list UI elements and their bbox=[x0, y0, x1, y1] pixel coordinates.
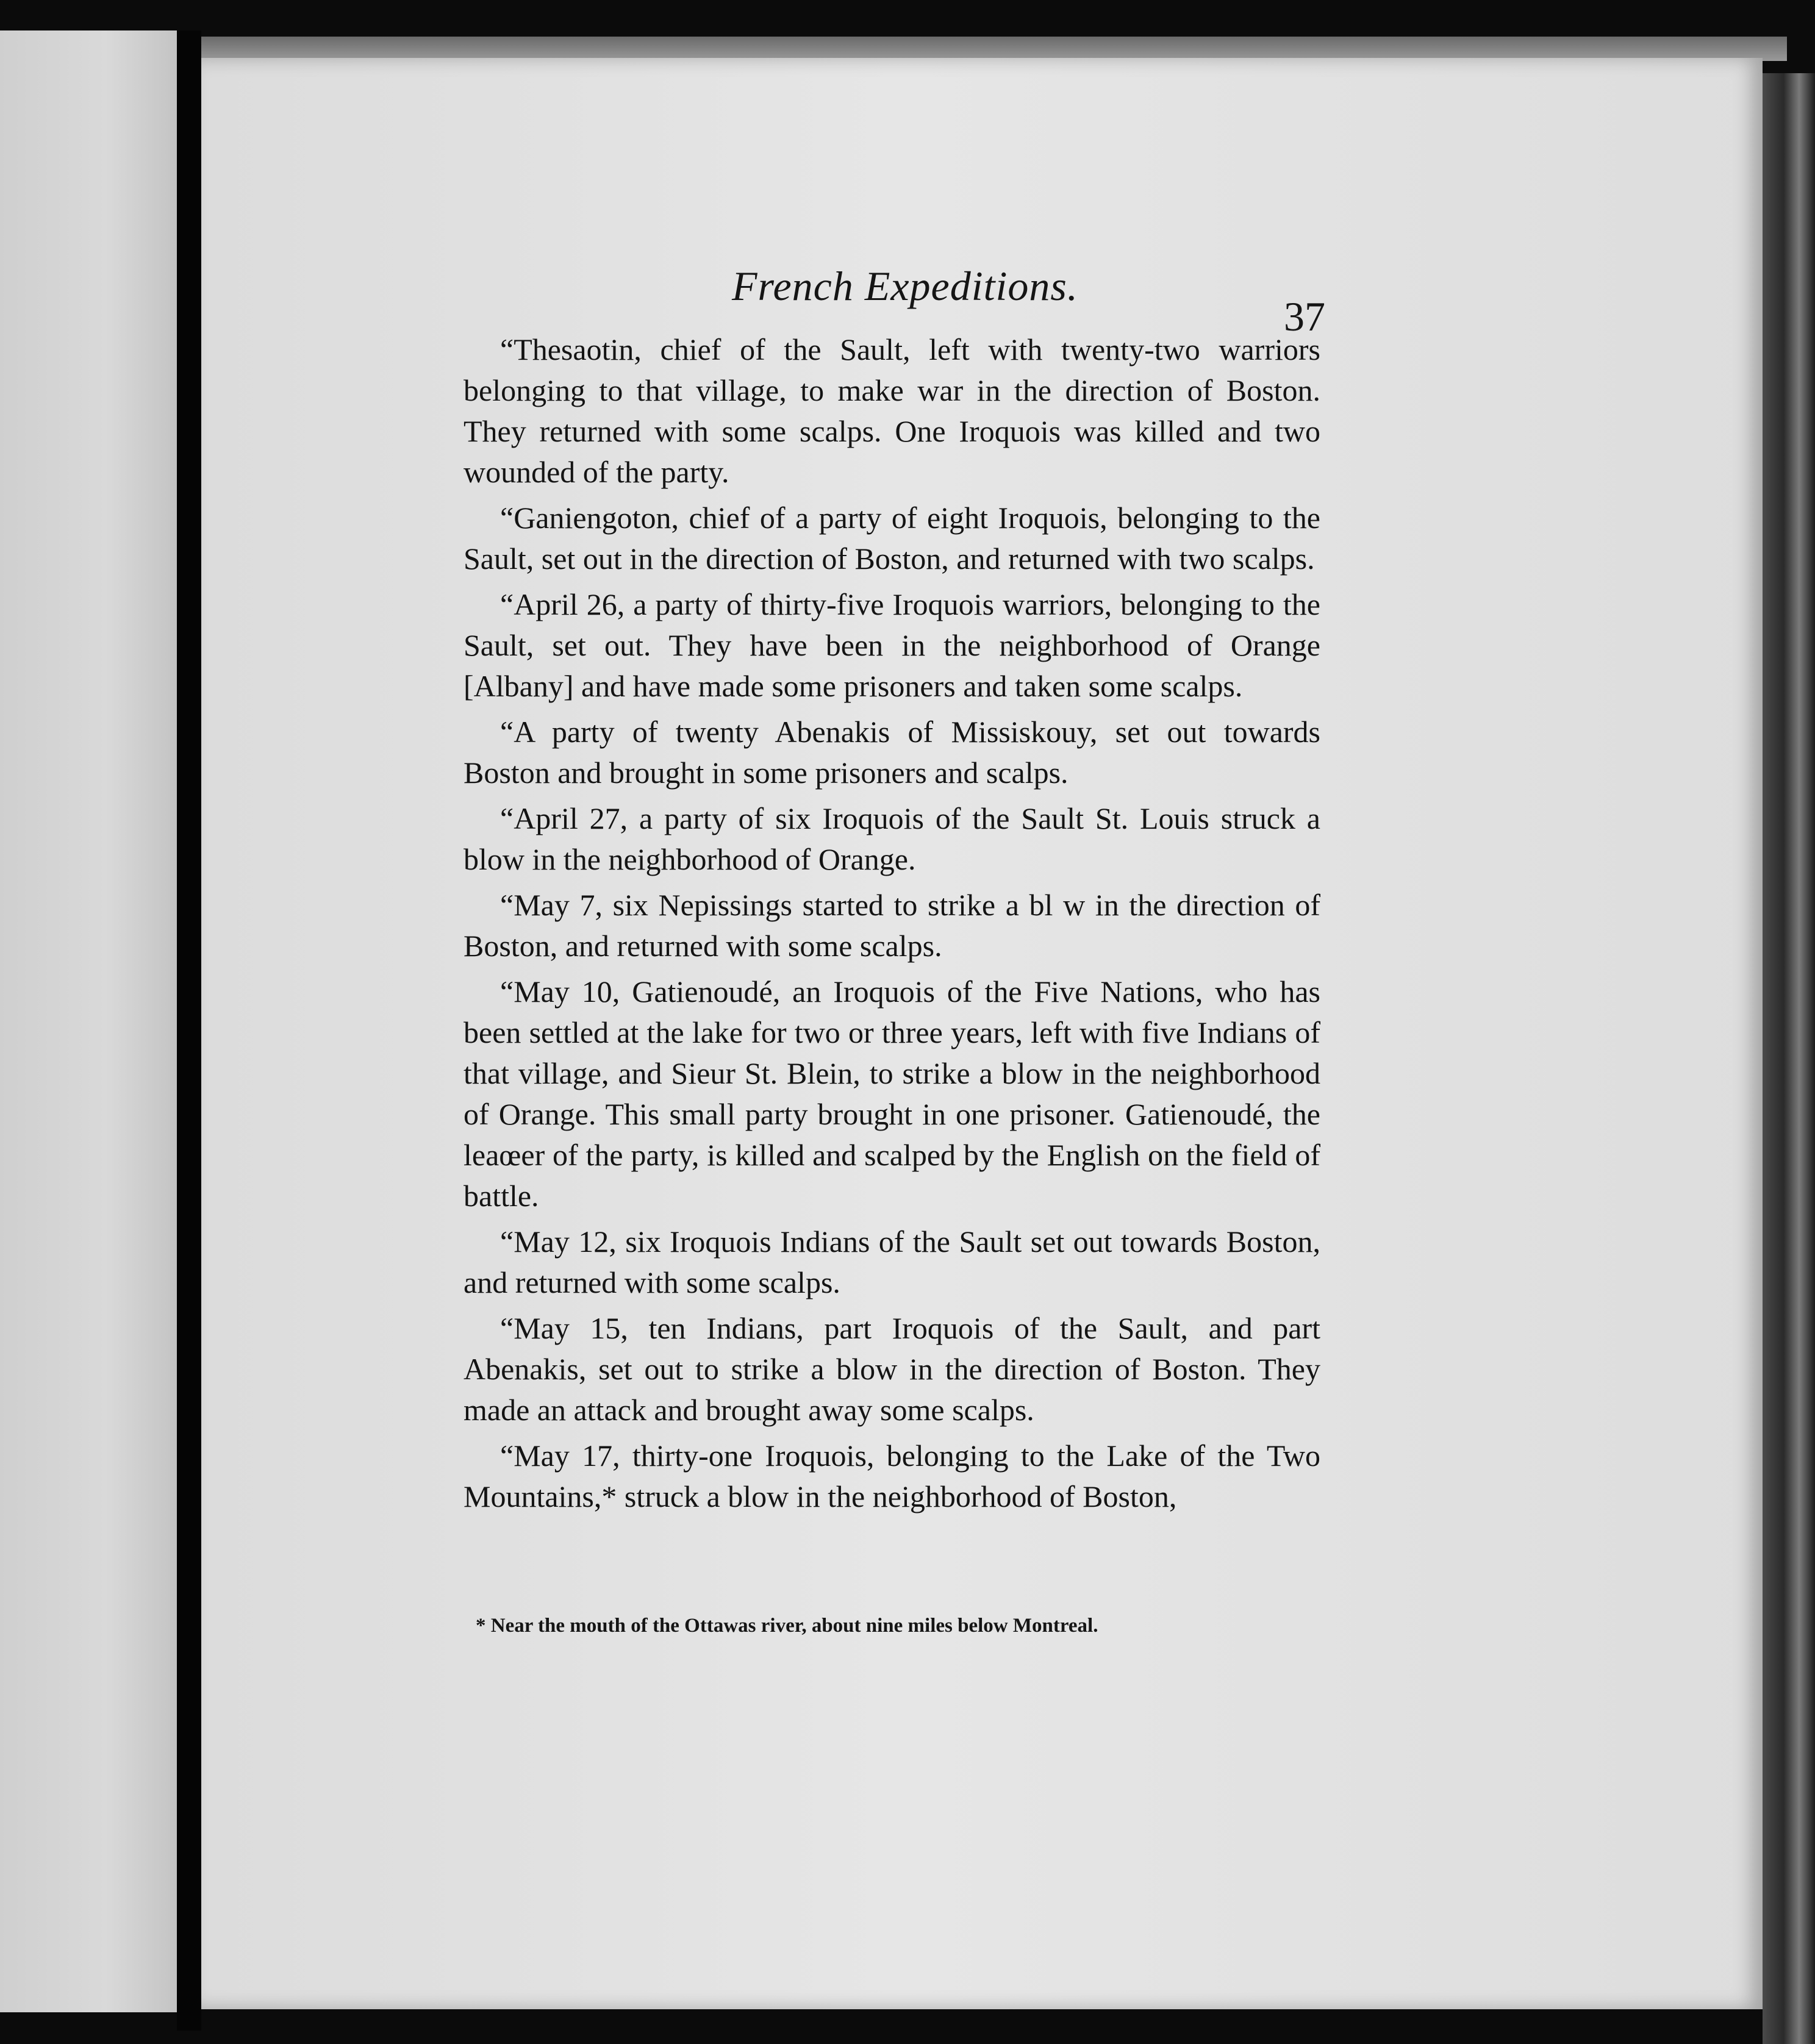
paragraph: “May 17, thirty-one Iroquois, belonging to the Lake of the Two Mountains,* struck a blow in the neighborhood of Boston, bbox=[464, 1438, 1320, 1513]
page-edge bbox=[1763, 73, 1815, 2044]
book-gutter bbox=[177, 30, 201, 2031]
paragraph: “May 7, six Nepissings started to strike a bl w in the direction of Boston, and returned with some scalps. bbox=[464, 888, 1320, 963]
facing-page bbox=[0, 30, 177, 2012]
running-header: French Expeditions. bbox=[732, 263, 1078, 309]
footnote: * Near the mouth of the Ottawas river, about nine miles below Montreal. bbox=[476, 1615, 1098, 1637]
body-text bbox=[464, 329, 1320, 1522]
paragraph: “A party of twenty Abenakis of Missiskouy, set out towards Boston and brought in some prisoners and scalps. bbox=[464, 715, 1320, 790]
paragraph: “April 27, a party of six Iroquois of the Sault St. Louis struck a blow in the neighborhood of Orange. bbox=[464, 801, 1320, 876]
page-top-edge bbox=[201, 37, 1787, 61]
paragraph: “May 12, six Iroquois Indians of the Sault set out towards Boston, and returned with some scalps. bbox=[464, 1224, 1320, 1299]
paragraph: “Ganiengoton, chief of a party of eight Iroquois, belonging to the Sault, set out in the direction of Boston, and returned with two scalps. bbox=[464, 501, 1320, 576]
paragraph: “May 15, ten Indians, part Iroquois of the Sault, and part Abenakis, set out to strike a blow in the direction of Boston. They made an attack and brought away some scalps. bbox=[464, 1311, 1320, 1427]
paragraph: “Thesaotin, chief of the Sault, left with twenty-two warriors belonging to that village, to make war in the direction of Boston. They returned with some scalps. One Iroquois was killed and two wounded of the party. bbox=[464, 332, 1320, 489]
page-number: 37 bbox=[1284, 293, 1325, 340]
paragraph: “April 26, a party of thirty-five Iroquois warriors, belonging to the Sault, set out. They have been in the neighborhood of Orange [Albany] and have made some prisoners and taken some scalps. bbox=[464, 587, 1320, 703]
paragraph: “May 10, Gatienoudé, an Iroquois of the Five Nations, who has been settled at the lake for two or three years, left with five Indians of that village, and Sieur St. Blein, to strike a blow in the neighborhood of Orange. This small party brought in one prisoner. Gatienoudé, the leaœer of the party, is killed and scalped by the English on the field of battle. bbox=[464, 974, 1320, 1213]
